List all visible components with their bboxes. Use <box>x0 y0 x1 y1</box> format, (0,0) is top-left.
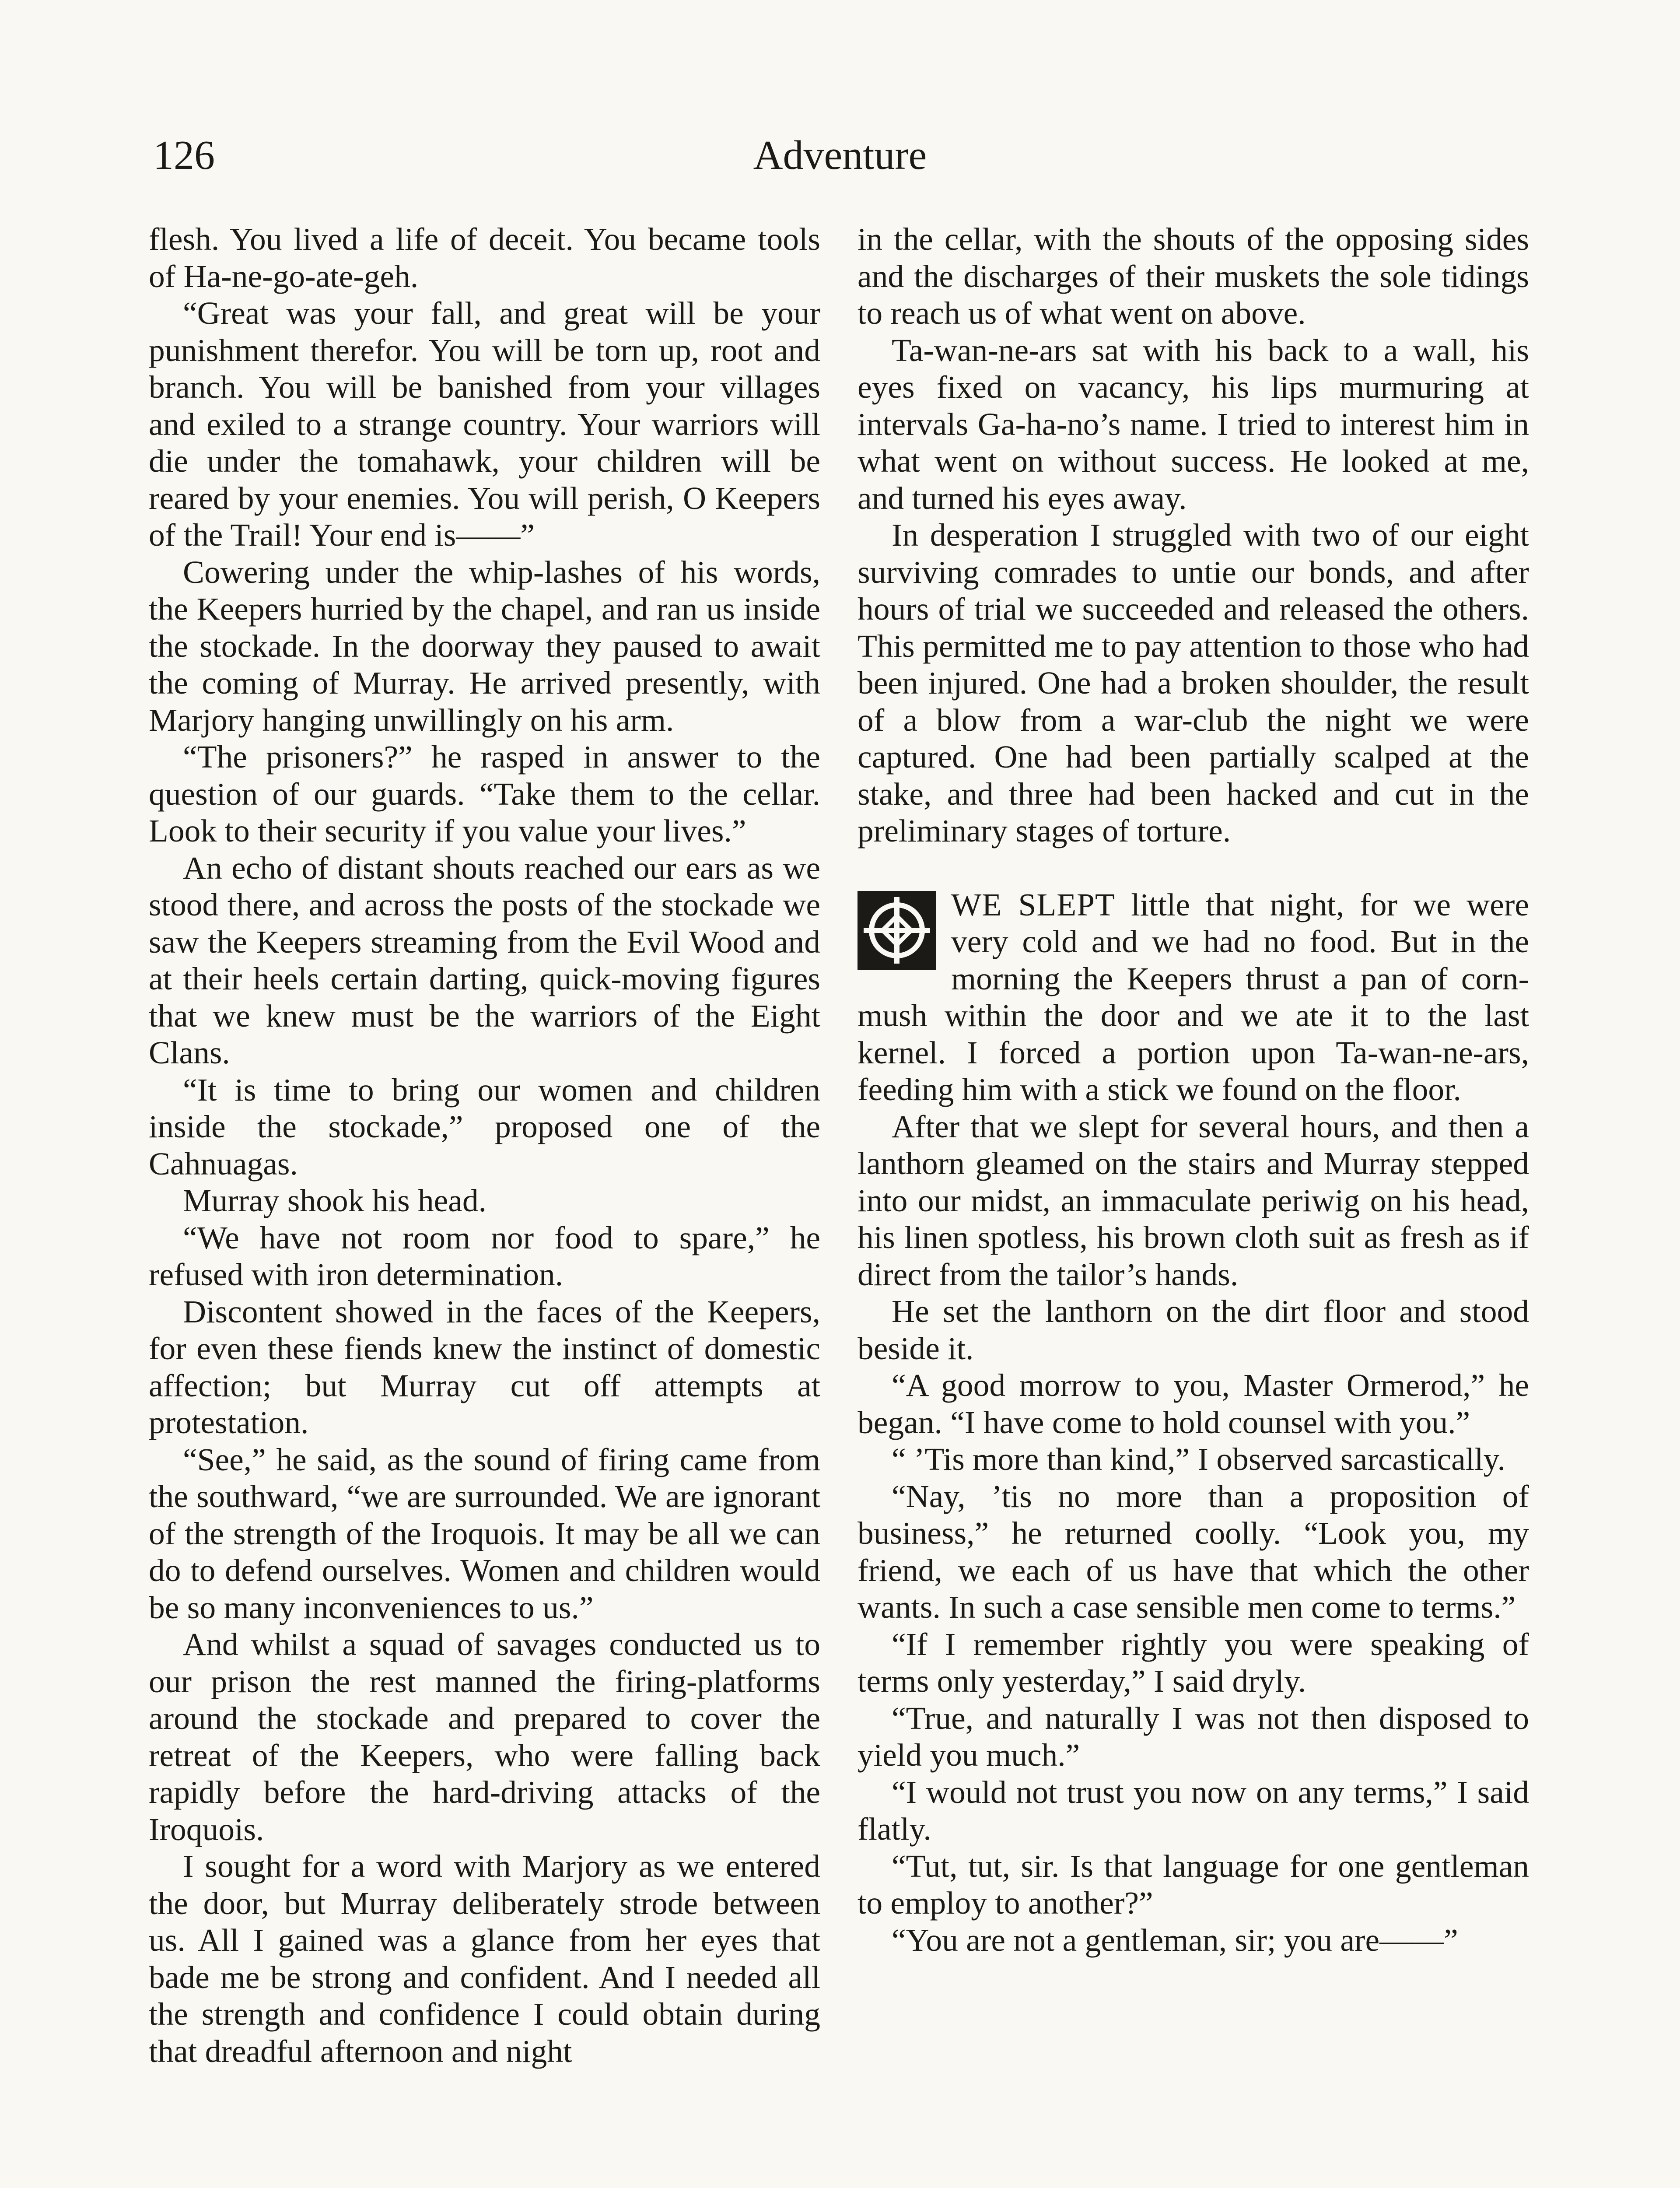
paragraph: “A good morrow to you, Master Ormerod,” he began. “I have come to hold counsel with you.” <box>858 1368 1529 1440</box>
left-column <box>149 221 820 2070</box>
paragraph: “It is time to bring our women and children inside the stockade,” proposed one of the Cahnuagas. <box>149 1072 820 1182</box>
paragraph: An echo of distant shouts reached our ears as we stood there, and across the posts of the stockade we saw the Keepers streaming from the Evil Wood and at their heels certain darting, quick-moving figures that we knew must be the warriors of the Eight Clans. <box>149 850 820 1070</box>
running-head: Adventure <box>753 133 927 178</box>
paragraph: “ ’Tis more than kind,” I observed sarcastically. <box>892 1441 1505 1477</box>
paragraph: “If I remember rightly you were speaking of terms only yesterday,” I said dryly. <box>858 1626 1529 1699</box>
page-header <box>153 125 1527 186</box>
paragraph: Murray shook his head. <box>183 1183 487 1218</box>
section-lead-caps: WE SLEPT <box>951 887 1115 922</box>
section-opening-paragraph <box>858 887 1529 1108</box>
paragraph: I sought for a word with Marjory as we entered the door, but Murray deliberately strode between us. All I gained was a glance from her eyes that bade me be strong and confident. And I needed all the strength and confidence I could obtain during that dreadful afternoon and night <box>149 1848 820 2069</box>
paragraph: “I would not trust you now on any terms,” I said flatly. <box>858 1774 1529 1847</box>
paragraph: “See,” he said, as the sound of firing came from the southward, “we are surrounded. We are ignorant of the strength of the Iroquois. It may be all we can do to defend ourselves. Women and children would be so many inconveniences to us.” <box>149 1441 820 1625</box>
paragraph: in the cellar, with the shouts of the opposing sides and the discharges of their muskets the sole tidings to reach us of what went on above. <box>858 221 1529 331</box>
paragraph: In desperation I struggled with two of our eight surviving comrades to untie our bonds, and after hours of trial we succeeded and released the others. This permitted me to pay attention to those who had been injured. One had a broken shoulder, the result of a blow from a war-club the night we were captured. One had been partially scalped at the stake, and three had been hacked and cut in the preliminary stages of torture. <box>858 517 1529 849</box>
page-number: 126 <box>153 133 215 178</box>
celtic-knot-ornament-icon <box>858 891 936 970</box>
paragraph: “We have not room nor food to spare,” he refused with iron determination. <box>149 1220 820 1292</box>
paragraph: Ta-wan-ne-ars sat with his back to a wall, his eyes fixed on vacancy, his lips murmuring at intervals Ga-ha-no’s name. I tried to interest him in what went on without success. He looked at me, and turned his eyes away. <box>858 332 1529 516</box>
paragraph: After that we slept for several hours, and then a lanthorn gleamed on the stairs and Murray stepped into our midst, an immaculate periwig on his head, his linen spotless, his brown cloth suit as fresh as if direct from the tailor’s hands. <box>858 1108 1529 1292</box>
paragraph: “The prisoners?” he rasped in answer to the question of our guards. “Take them to the cellar. Look to their security if you value your lives.” <box>149 739 820 849</box>
right-column <box>858 221 1529 1959</box>
paragraph: He set the lanthorn on the dirt floor and stood beside it. <box>858 1294 1529 1366</box>
paragraph: Discontent showed in the faces of the Keepers, for even these fiends knew the instinct of domestic affection; but Murray cut off attempts at protestation. <box>149 1294 820 1440</box>
paragraph: “You are not a gentleman, sir; you are——” <box>892 1922 1458 1958</box>
paragraph: “True, and naturally I was not then disposed to yield you much.” <box>858 1700 1529 1773</box>
paragraph: “Tut, tut, sir. Is that language for one gentleman to employ to another?” <box>858 1848 1529 1921</box>
paragraph: flesh. You lived a life of deceit. You became tools of Ha-ne-go-ate-geh. <box>149 221 820 294</box>
paragraph: Cowering under the whip-lashes of his words, the Keepers hurried by the chapel, and ran us inside the stockade. In the doorway they paused to await the coming of Murray. He arrived presently, with Marjory hanging unwillingly on his arm. <box>149 554 820 738</box>
paragraph: And whilst a squad of savages conducted us to our prison the rest manned the firing-platforms around the stockade and prepared to cover the retreat of the Keepers, who were falling back rapidly before the hard-driving attacks of the Iroquois. <box>149 1627 820 1847</box>
paragraph: “Great was your fall, and great will be your punishment therefor. You will be torn up, root and branch. You will be banished from your villages and exiled to a strange country. Your warriors will die under the tomahawk, your children will be reared by your enemies. You will perish, O Keepers of the Trail! Your end is——” <box>149 295 820 553</box>
paragraph: “Nay, ’tis no more than a proposition of business,” he returned coolly. “Look you, my friend, we each of us have that which the other wants. In such a case sensible men come to terms.” <box>858 1478 1529 1625</box>
section-lead-text: little that night, for we were very cold and we had no food. But in the morning the Keepers thrust a pan of corn-mush within the door and we ate it to the last kernel. I forced a portion upon Ta-wan-ne-ars, feeding him with a stick we found on the floor. <box>858 887 1529 1107</box>
